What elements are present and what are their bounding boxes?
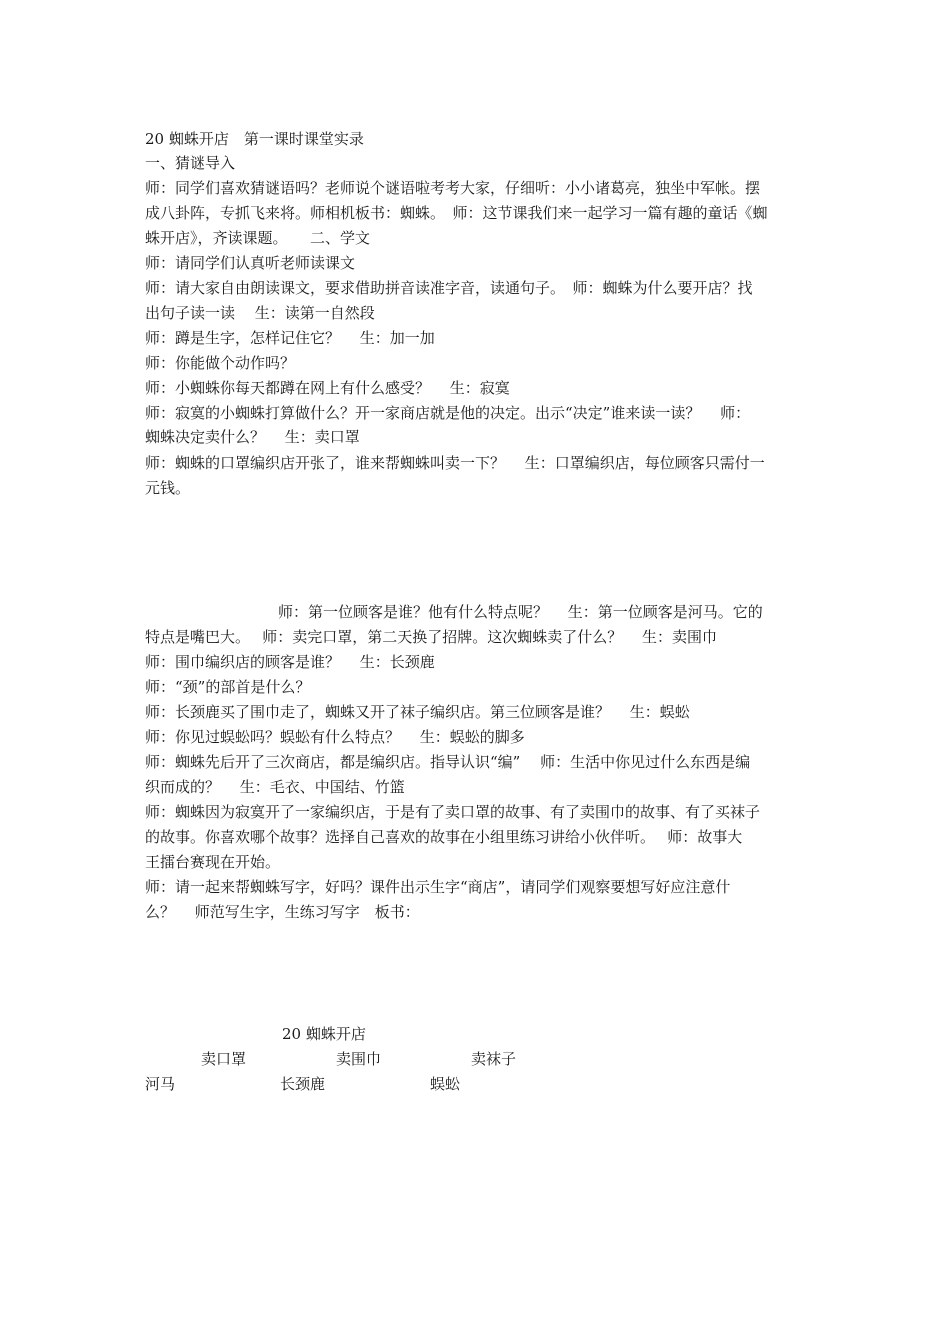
paragraph-line: 师：“颈”的部首是什么？: [145, 678, 311, 696]
blackboard-item-socks: 卖袜子: [471, 1050, 517, 1068]
paragraph-line: 师：你见过蜈蚣吗？蜈蚣有什么特点？ 生：蜈蚣的脚多: [145, 728, 525, 746]
paragraph-line: 蛛开店》，齐读课题。 二、学文: [145, 229, 371, 247]
paragraph-line: 师：你能做个动作吗？: [145, 354, 296, 372]
blackboard-title: 20 蜘蛛开店: [282, 1025, 366, 1043]
paragraph-line: 师：小蜘蛛你每天都蹲在网上有什么感受？ 生：寂寞: [145, 379, 510, 397]
paragraph-line: 师：蹲是生字，怎样记住它？ 生：加一加: [145, 329, 435, 347]
paragraph-line: 师：蜘蛛因为寂寞开了一家编织店，于是有了卖口罩的故事、有了卖围巾的故事、有了买袜子: [145, 803, 761, 821]
paragraph-line: 出句子读一读 生：读第一自然段: [145, 304, 375, 322]
blackboard-customer-giraffe: 长颈鹿: [280, 1075, 326, 1093]
paragraph-line: 师：寂寞的小蜘蛛打算做什么？开一家商店就是他的决定。出示“决定”谁来读一读？ 师：: [145, 404, 751, 422]
paragraph-line: 蜘蛛决定卖什么？ 生：卖口罩: [145, 428, 360, 446]
paragraph-line: 师：围巾编织店的顾客是谁？ 生：长颈鹿: [145, 653, 435, 671]
blackboard-item-mask: 卖口罩: [201, 1050, 247, 1068]
paragraph-line: 成八卦阵，专抓飞来将。师相机板书：蜘蛛。 师：这节课我们来一起学习一篇有趣的童话《蜘: [145, 204, 768, 222]
paragraph-line: 一、猜谜导入: [145, 154, 236, 172]
paragraph-line: 特点是嘴巴大。 师：卖完口罩，第二天换了招牌。这次蜘蛛卖了什么？ 生：卖围巾: [145, 628, 718, 646]
paragraph-line: 王擂台赛现在开始。: [145, 853, 281, 871]
paragraph-line: 织而成的？ 生：毛衣、中国结、竹篮: [145, 778, 405, 796]
paragraph-line: 师：第一位顾客是谁？他有什么特点呢？ 生：第一位顾客是河马。它的: [278, 603, 763, 621]
paragraph-line: 师：蜘蛛的口罩编织店开张了，谁来帮蜘蛛叫卖一下？ 生：口罩编织店，每位顾客只需付一: [145, 454, 765, 472]
blackboard-customer-centipede: 蜈蚣: [430, 1075, 461, 1093]
paragraph-line: 师：请同学们认真听老师读课文: [145, 254, 356, 272]
paragraph-line: 师：请大家自由朗读课文，要求借助拼音读准字音，读通句子。 师：蜘蛛为什么要开店？找: [145, 279, 753, 297]
blackboard-item-scarf: 卖围巾: [336, 1050, 382, 1068]
paragraph-line: 元钱。: [145, 479, 191, 497]
paragraph-line: 师：长颈鹿买了围巾走了，蜘蛛又开了袜子编织店。第三位顾客是谁？ 生：蜈蚣: [145, 703, 690, 721]
blackboard-customer-hippo: 河马: [145, 1075, 176, 1093]
paragraph-line: 的故事。你喜欢哪个故事？选择自己喜欢的故事在小组里练习讲给小伙伴听。 师：故事大: [145, 828, 743, 846]
paragraph-line: 么？ 师范写生字，生练习写字 板书：: [145, 903, 420, 921]
paragraph-line: 师：蜘蛛先后开了三次商店，都是编织店。指导认识“编” 师：生活中你见过什么东西是编: [145, 753, 751, 771]
document-title: 20 蜘蛛开店 第一课时课堂实录: [145, 130, 364, 148]
paragraph-line: 师：同学们喜欢猜谜语吗？老师说个谜语啦考考大家，仔细听：小小诸葛亮，独坐中军帐。摆: [145, 179, 761, 197]
paragraph-line: 师：请一起来帮蜘蛛写字，好吗？课件出示生字“商店”，请同学们观察要想写好应注意什: [145, 878, 731, 896]
